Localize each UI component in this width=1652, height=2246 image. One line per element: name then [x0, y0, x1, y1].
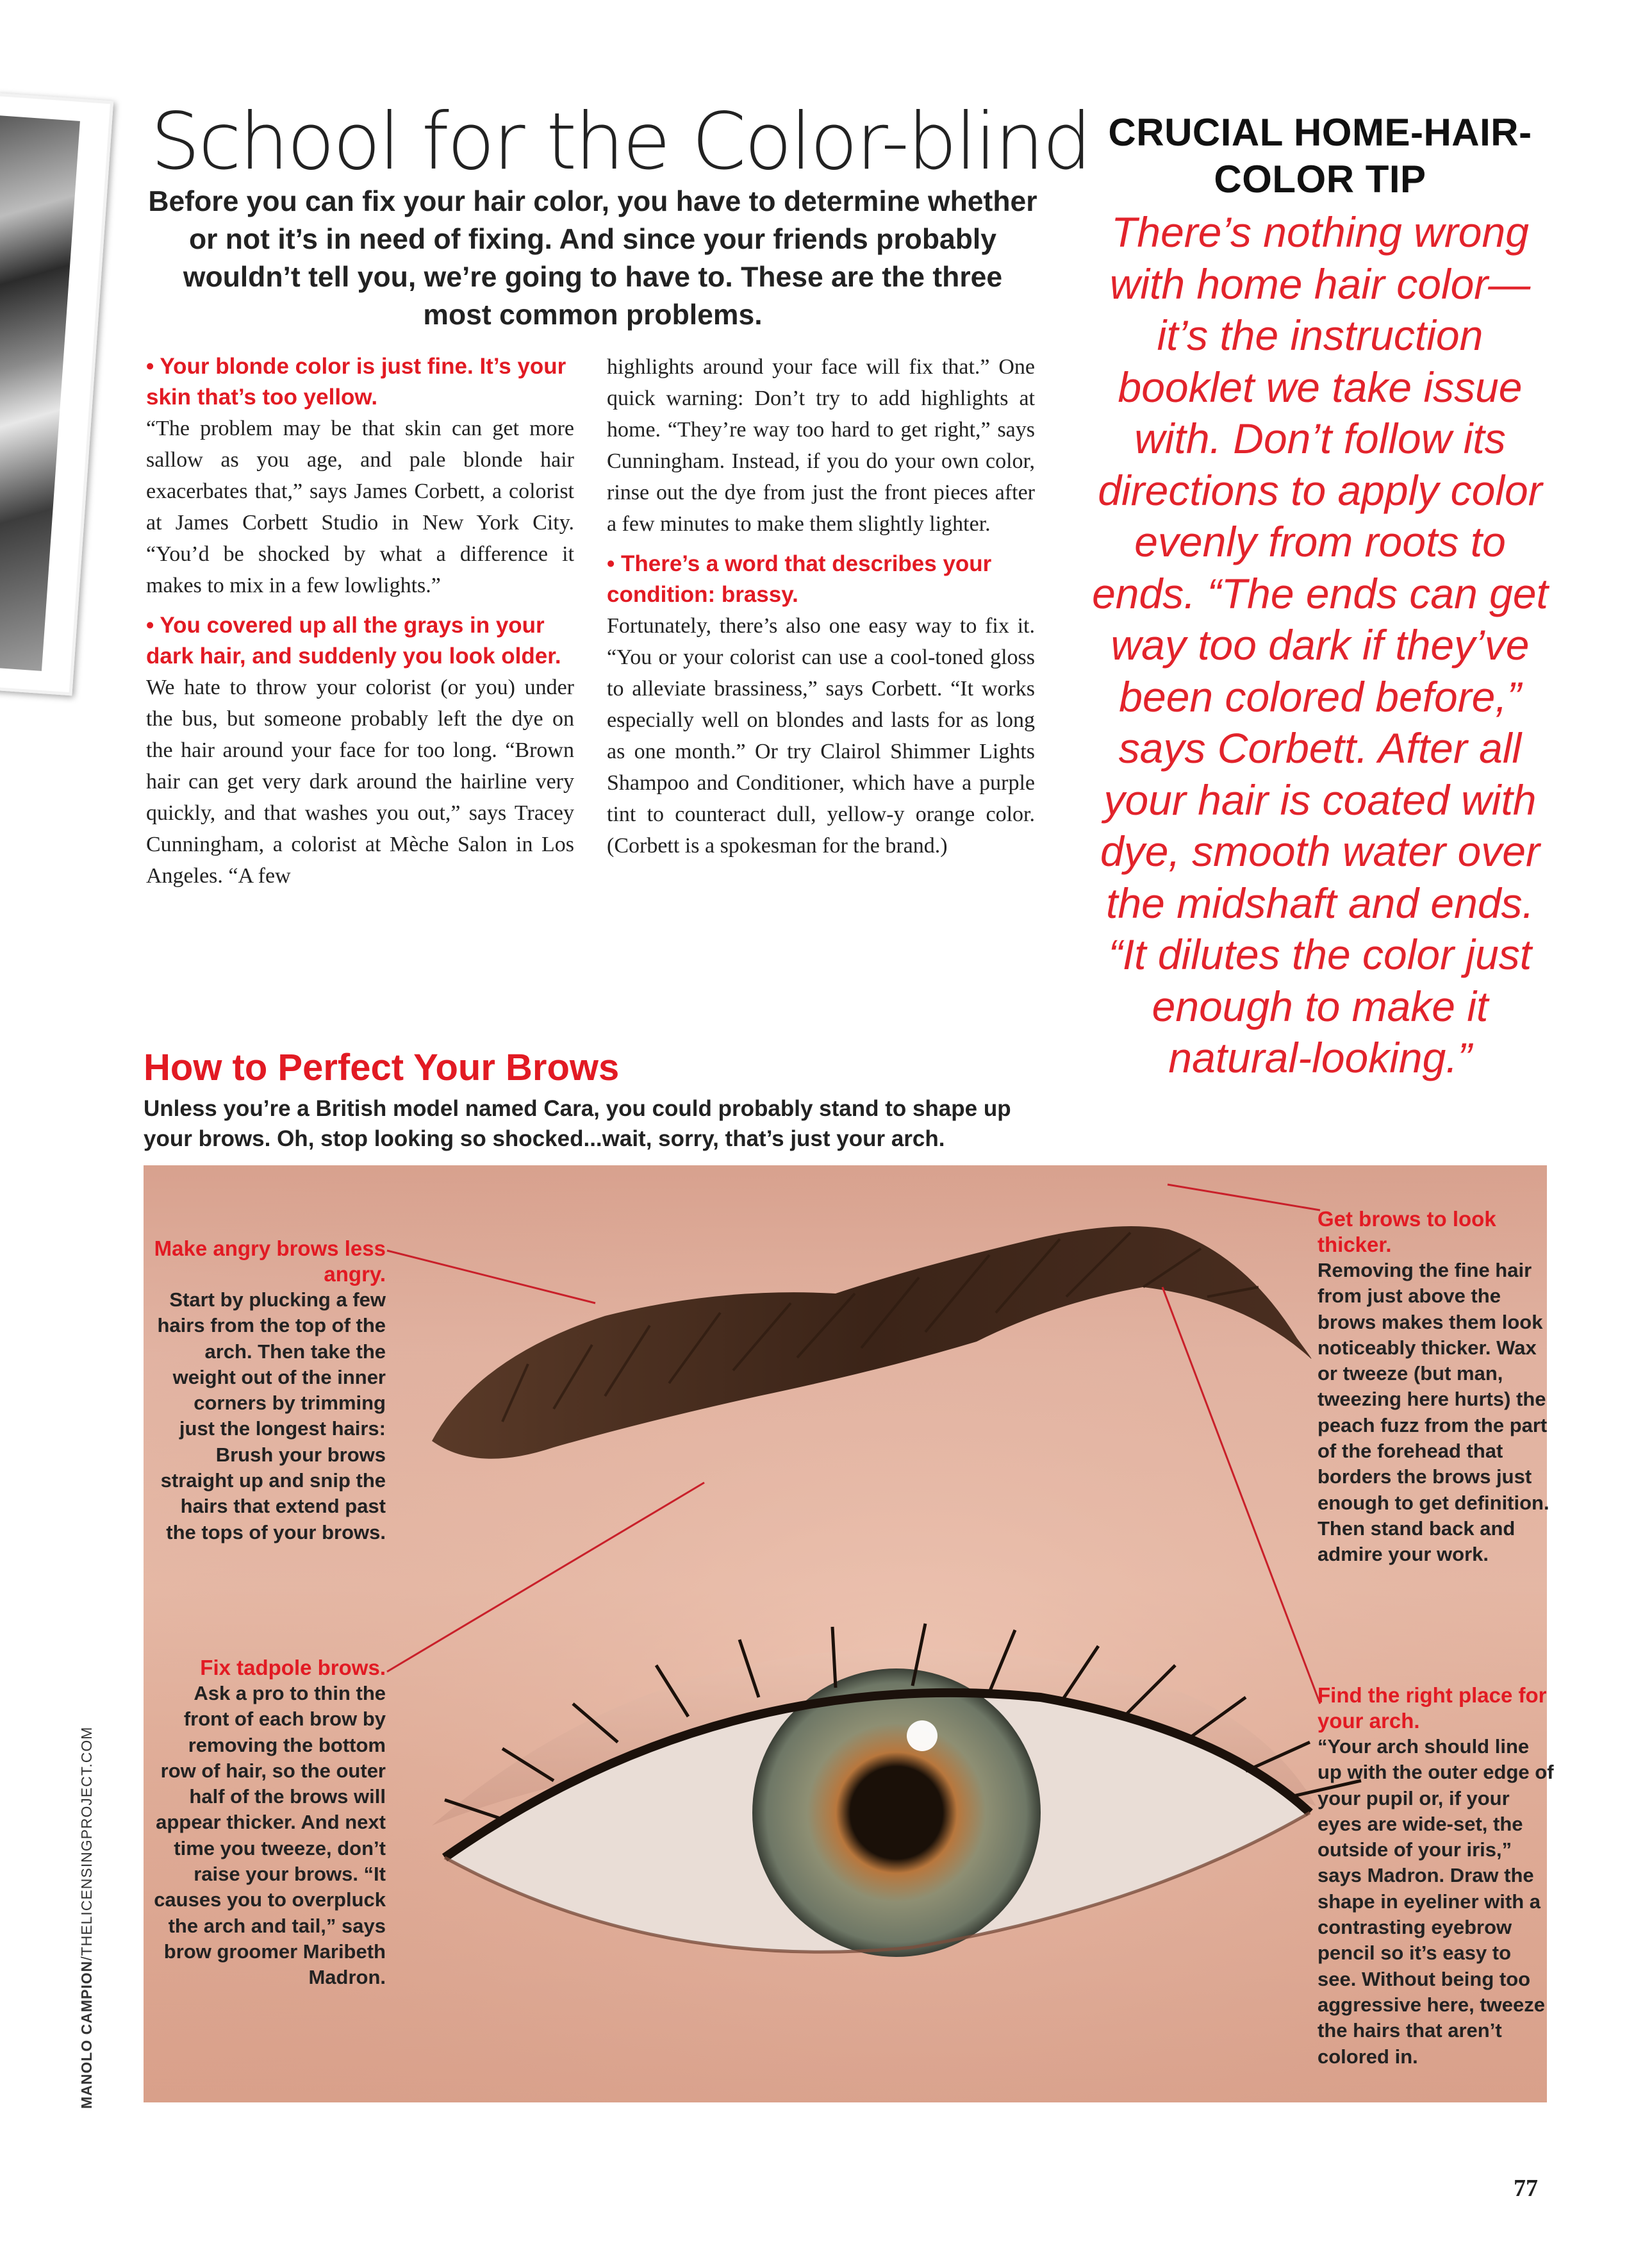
section-title: How to Perfect Your Brows	[144, 1047, 620, 1088]
section-intro: Unless you’re a British model named Cara, you could probably stand to shape up your brows. Oh, stop looking so shocked...wait, sorry, that’s just your arch.	[144, 1096, 1011, 1151]
page-number: 77	[1514, 2175, 1538, 2202]
photo-credit	[78, 1727, 95, 2109]
iris	[752, 1668, 1041, 1957]
eye-highlight	[907, 1720, 938, 1751]
photo-fragment	[0, 93, 113, 696]
annotation-angry-brows	[154, 1236, 386, 1545]
annotation-title: Get brows to look thicker.	[1317, 1207, 1496, 1256]
problem-body-2a: We hate to throw your colorist (or you) under the bus, but someone probably left the dye on the hair around your face for too long. “Brown hair can get very dark around the hairline very quickly, and that washes you out,” says Tracey Cunningham, a colorist at Mèche Salon in Los Angeles. “A few	[146, 676, 574, 888]
annotation-title: Fix tadpole brows.	[200, 1656, 386, 1679]
problem-heading-1: • Your blonde color is just fine. It’s your skin that’s too yellow.	[146, 354, 566, 410]
article-intro: Before you can fix your hair color, you have to determine whether or not it’s in need of fixing. And since your friends probably wouldn’t tell you, we’re going to have to. These are the three most common problems.	[148, 186, 1037, 331]
problem-heading-3: • There’s a word that describes your condition: brassy.	[607, 551, 992, 607]
problem-body-1: “The problem may be that skin can get more sallow as you age, and pale blonde hair exacerbates that,” says James Corbett, a colorist at James Corbett Studio in New York City. “You’d be shocked by what a difference it makes to mix in a few lowlights.”	[146, 417, 574, 597]
annotation-title: Find the right place for your arch.	[1317, 1683, 1547, 1733]
body-column-1	[146, 351, 574, 892]
problem-body-2b: highlights around your face will fix that.” One quick warning: Don’t try to add highlights at home. “They’re way too hard to get right,” says Cunningham. Instead, if you do your own color, rinse out the dye from just the front pieces after a few minutes to make them slightly lighter.	[607, 355, 1035, 536]
annotation-body: Start by plucking a few hairs from the top of the arch. Then take the weight out of the inner corners by trimming just the longest hairs: Brush your brows straight up and snip the hairs that extend past the tops of your brows.	[157, 1288, 386, 1543]
annotation-body: “Your arch should line up with the outer edge of your pupil or, if your eyes are wide-set, the outside of your iris,” says Madron. Draw the shape in eyeliner with a contrasting eyebrow pencil so it’s easy to see. Without being too aggressive here, tweeze the hairs that aren’t colored in.	[1317, 1735, 1554, 2068]
credit-source: /THELICENSINGPROJECT.COM	[78, 1726, 95, 1961]
sidebar-title: CRUCIAL HOME-HAIR-COLOR TIP	[1108, 111, 1532, 201]
body-column-2	[607, 351, 1035, 861]
annotation-thicker-brows	[1317, 1206, 1555, 1568]
problem-body-3: Fortunately, there’s also one easy way to fix it. “You or your colorist can use a cool-toned gloss to alleviate brassiness,” says Corbett. “It works especially well on blondes and lasts for as long as one month.” Or try Clairol Shimmer Lights Shampoo and Conditioner, which have a purple tint to counteract dull, yellow-y orange color. (Corbett is a spokesman for the brand.)	[607, 614, 1035, 858]
annotation-title: Make angry brows less angry.	[154, 1236, 386, 1286]
problem-heading-2: • You covered up all the grays in your dark hair, and suddenly you look older.	[146, 613, 561, 669]
annotation-body: Ask a pro to thin the front of each brow by removing the bottom row of hair, so the outer half of the brows will appear thicker. And next time you tweeze, don’t raise your brows. “It causes you to overpluck the arch and tail,” says brow groomer Maribeth Madron.	[154, 1682, 386, 1989]
page-title: School for the Color-blind	[151, 96, 1091, 187]
sidebar-quote: There’s nothing wrong with home hair color—it’s the instruction booklet we take issue with. Don’t follow its directions to apply color evenly from roots to ends. “The ends can get way too dark if they’ve been colored before,” says Corbett. After all your hair is coated with dye, smooth water over the midshaft and ends. “It dilutes the color just enough to make it natural-looking.”	[1092, 208, 1548, 1081]
annotation-body: Removing the fine hair from just above the brows makes them look noticeably thicker. Wax or tweeze (but man, tweezing here hurts) the peach fuzz from the part of the forehead that borders the brows just enough to get definition. Then stand back and admire your work.	[1317, 1259, 1549, 1566]
annotation-tadpole-brows	[154, 1655, 386, 1991]
annotation-arch-placement	[1317, 1683, 1555, 2070]
credit-name: MANOLO CAMPION	[78, 1960, 95, 2109]
